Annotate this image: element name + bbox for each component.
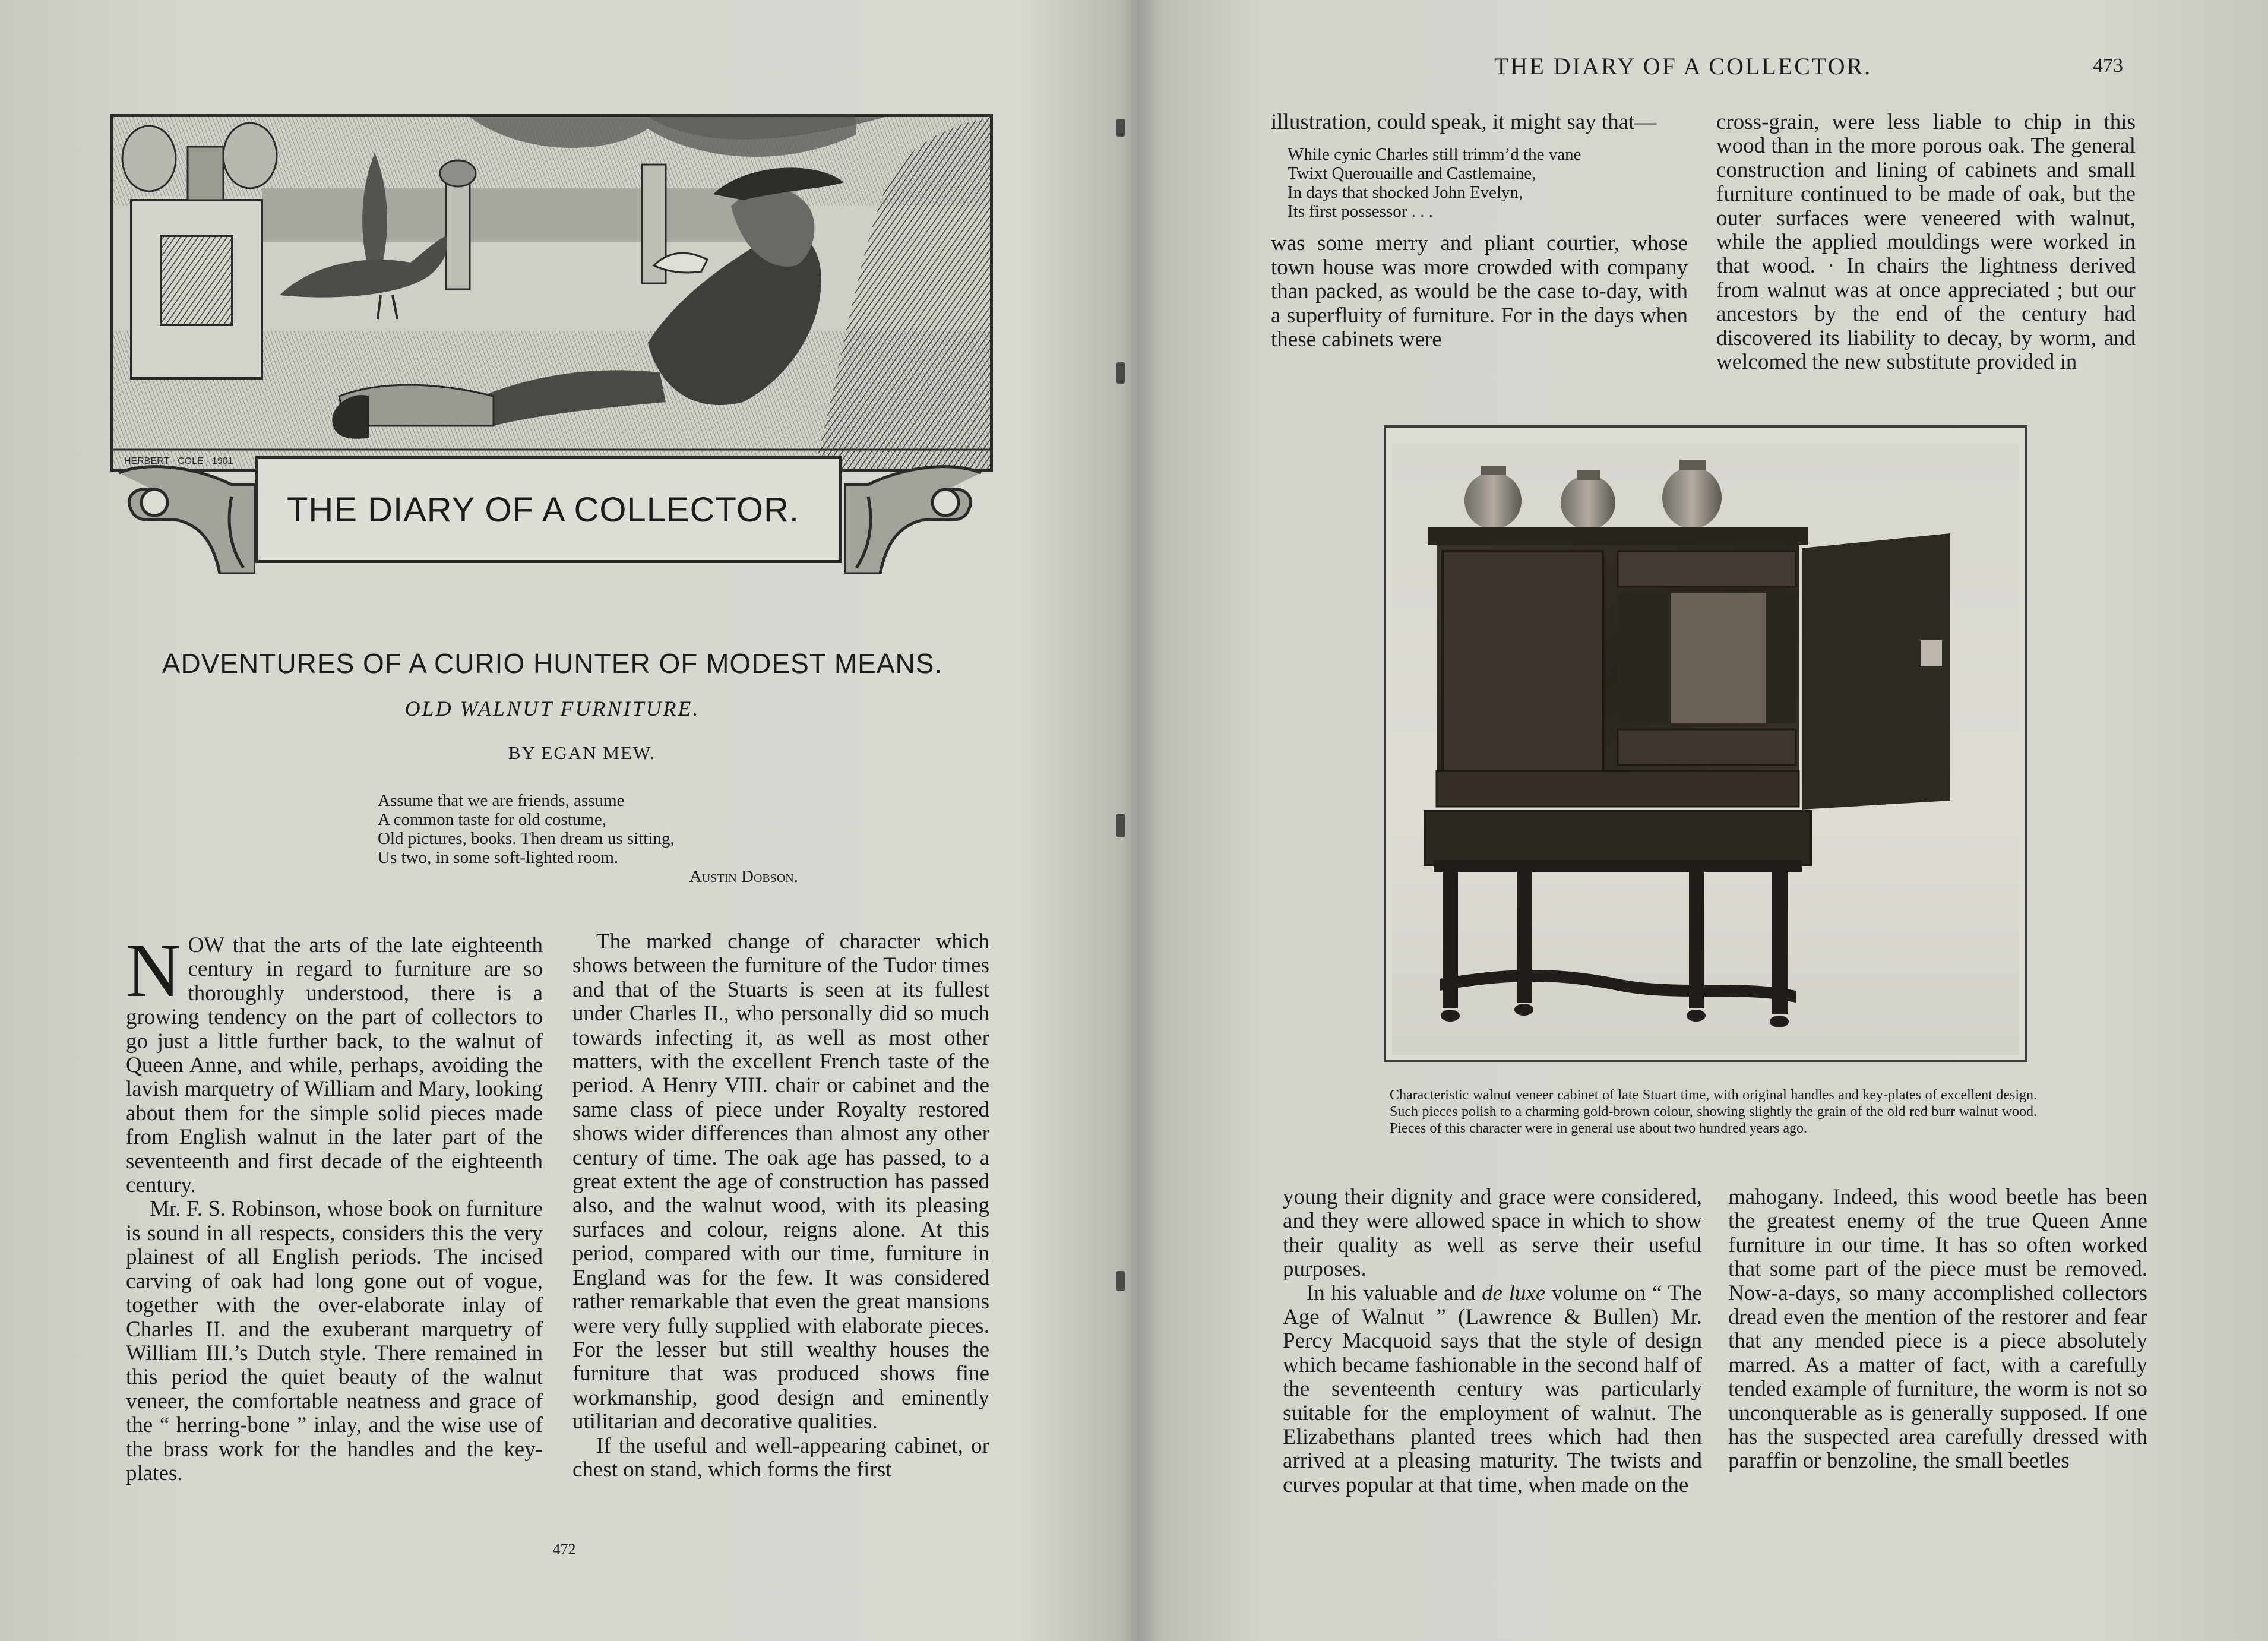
verse-line: Twixt Querouaille and Castlemaine, [1288, 164, 1536, 184]
verse-quote [1288, 145, 1688, 221]
paragraph-text: In his valuable and [1307, 1280, 1482, 1305]
figure-caption: Characteristic walnut veneer cabinet of late Stuart time, with original handles and key-plates of excellent design. Such pieces polish to a charming gold-brown colour, showing slightly the grain of the old red burr walnut wood. Pieces of this character were in general use about two hundred years ago. [1390, 1087, 2037, 1136]
article-subtitle: OLD WALNUT FURNITURE. [404, 697, 700, 720]
right-scroll-ornament [844, 461, 987, 574]
right-bottom-column-2 [1728, 1185, 2147, 1474]
verse-line: In days that shocked John Evelyn, [1288, 183, 1523, 203]
artist-signature: HERBERT · COLE · 1901 [124, 456, 233, 466]
paragraph: was some merry and pliant courtier, whose town house was more crowded with company than packed, as would be the case to-day, with a superfluity of furniture. For in the days when these cabinets were [1271, 231, 1688, 352]
article-headline: ADVENTURES OF A CURIO HUNTER OF MODEST MEANS. [162, 648, 943, 679]
emphasis: de luxe [1482, 1280, 1546, 1305]
walnut-cabinet-photo [1392, 444, 2019, 1055]
banner-title-box [255, 456, 842, 563]
left-column-2 [572, 930, 989, 1482]
binding-thread [1116, 814, 1125, 837]
header-illustration [110, 114, 993, 472]
page-number: 472 [552, 1541, 576, 1558]
epigraph-author: Austin Dobson. [689, 867, 798, 886]
article-byline: BY EGAN MEW. [508, 742, 656, 763]
right-bottom-column-1 [1283, 1185, 1702, 1497]
verse-line: Its first possessor . . . [1288, 202, 1433, 222]
cabinet-on-stand-image [1392, 444, 2019, 1055]
running-head: THE DIARY OF A COLLECTOR. [1494, 53, 1872, 80]
paragraph: cross-grain, were less liable to chip in this wood than in the more porous oak. The general construction and lining of cabinets and small furniture continued to be made of oak, but the outer surfaces were veneered with walnut, while the applied mouldings were worked in that wood. · In chairs the lightness derived from walnut was at once appreciated ; but our ancestors by the end of the century had discovered its liability to decay, by worm, and welcomed the new substitute provided in [1716, 110, 2136, 375]
left-scroll-ornament [113, 461, 255, 574]
paragraph: Mr. F. S. Robinson, whose book on furniture is sound in all respects, considers this the very plainest of all English periods. The incised carving of oak had long gone out of vogue, together with the over-elaborate inlay of Charles II. and the exuberant marquetry of William III.’s Dutch style. There remained in this period the quiet beauty of the walnut veneer, the comfortable neatness and grace of the “ herring-bone ” inlay, and the wise use of the brass work for the handles and the key-plates. [126, 1197, 543, 1485]
paragraph: OW that the arts of the late eighteenth century in regard to furniture are so thoroughly understood, there is a growing tendency on the part of collectors to go just a little further back, to the walnut of Queen Anne, and while, perhaps, avoiding the lavish marquetry of William and Mary, looking about them for the simple solid pieces made from English walnut in the later part of the seventeenth and first decade of the eighteenth century. [126, 933, 543, 1198]
binding-thread [1116, 119, 1125, 137]
epigraph-line: A common taste for old costume, [378, 810, 606, 829]
paragraph [1283, 1282, 1702, 1498]
paragraph: illustration, could speak, it might say that— [1271, 110, 1657, 134]
left-column-1 [126, 928, 543, 1485]
epigraph-line: Old pictures, books. Then dream us sitting, [378, 829, 675, 848]
binding-thread [1116, 1271, 1125, 1291]
paragraph: The marked change of character which shows between the furniture of the Tudor times and that of the Stuarts is seen at its fullest under Charles II., who personally did so much towards infecting it, as well as most other matters, with the excellent French taste of the period. A Henry VIII. chair or cabinet and the same class of piece under Royalty restored shows wider differences than almost any other century of time. The oak age has passed, to a great extent the age of construction has passed also, and the walnut wood, with its pleasing surfaces and colour, reigns alone. At this period, compared with our time, furniture in England was for the few. It was considered rather remarkable that even the great mansions were very fully supplied with elaborate pieces. For the lesser but still wealthy houses the furniture that was produced shows fine workmanship, good design and eminently utilitarian and decorative qualities. [572, 929, 989, 1434]
epigraph-line: Us two, in some soft-lighted room. [378, 848, 619, 867]
verse-line: While cynic Charles still trimm’d the vane [1288, 145, 1581, 165]
right-top-column-1 [1271, 110, 1688, 352]
page-number: 473 [2093, 55, 2123, 77]
left-page [0, 0, 1128, 1641]
epigraph [378, 791, 829, 886]
drop-cap: N [126, 928, 181, 1013]
paragraph: mahogany. Indeed, this wood beetle has been the greatest enemy of the true Queen Anne furniture in our time. It has so often worked that some part of the piece must be removed. Now-a-days, so many accomplished collectors dread even the mention of the restorer and fear that any mended piece is a piece absolutely marred. As a matter of fact, with a carefully tended example of furniture, the worm is not so unconquerable as is generally supposed. If one has the suspected area carefully dressed with paraffin or benzoline, the small beetles [1728, 1185, 2147, 1474]
epigraph-line: Assume that we are friends, assume [378, 791, 625, 810]
binding-thread [1116, 362, 1125, 384]
right-top-column-2 [1716, 110, 2136, 374]
paragraph: If the useful and well-appearing cabinet, or chest on stand, which forms the first [572, 1433, 989, 1482]
paragraph: young their dignity and grace were considered, and they were allowed space in which to show their quality as well as serve their useful purposes. [1283, 1185, 1702, 1282]
paragraph-text: volume on “ The Age of Walnut ” (Lawrence & Bullen) Mr. Percy Macquoid says that the style of design which became fashionable in the second half of the seventeenth century was particularly suitable for the employment of walnut. The Elizabethans planted trees which had then arrived at a pleasing maturity. The twists and curves popular at that time, when made on the [1283, 1280, 1703, 1497]
reclining-cavalier-illustration [113, 117, 990, 469]
banner-title: THE DIARY OF A COLLECTOR. [287, 490, 800, 529]
